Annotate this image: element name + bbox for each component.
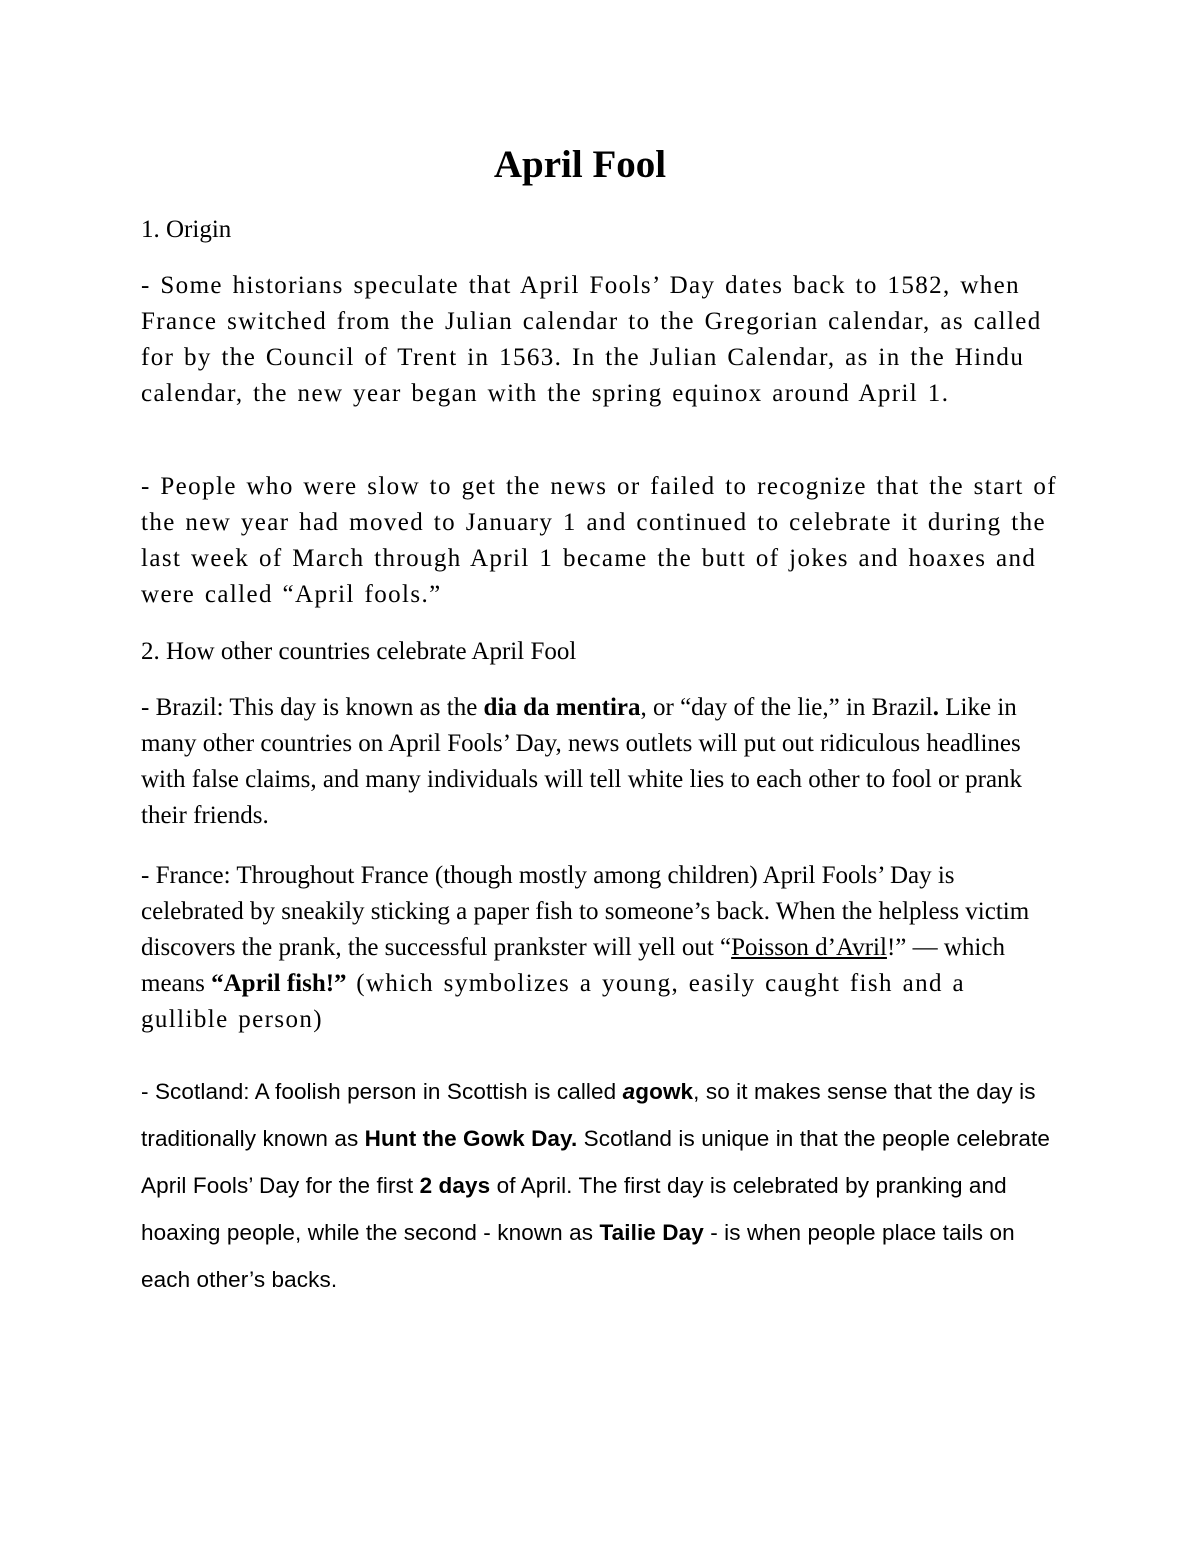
origin-paragraph-1: - Some historians speculate that April Fools’ Day dates back to 1582, when France switched from the Julian calendar to the Gregorian calendar, as called for by the Council of Trent in 1563. In the Julian Calendar, as in the Hindu calendar, the new year began with the spring equinox around April 1. (141, 272, 1042, 407)
france-meaning: “April fish!” (211, 970, 347, 997)
document-title: April Fool (493, 143, 667, 186)
brazil-lead: - Brazil: This day is known as the (141, 694, 484, 721)
scotland-part-2: , so it makes sense that the day is traditionally known as (141, 1079, 1036, 1151)
brazil-rest: Like in many other countries on April Fools’ Day, news outlets will put out ridiculous headlines with false claims, and many individuals will tell white lies to each other to fool or prank their friends. (141, 694, 1023, 829)
countries-heading: 2. How other countries celebrate April Fool (141, 638, 577, 665)
france-rest: (which symbolizes a young, easily caught fish and a gullible person) (141, 970, 966, 1033)
scotland-term-1b: gowk (635, 1079, 694, 1104)
scotland-term-1a: a (622, 1079, 636, 1104)
scotland-part-4: of April. The first day is celebrated by pranking and hoaxing people, while the second - known as (141, 1173, 1007, 1245)
france-after-phrase: !” — which means (141, 934, 1005, 997)
france-phrase: Poisson d’Avril (731, 934, 887, 961)
brazil-period: . (932, 694, 939, 721)
origin-paragraph-2: - People who were slow to get the news or failed to recognize that the start of the new year had moved to January 1 and continued to celebrate it during the last week of March through April 1 became the butt of jokes and hoaxes and were called “April fools.” (141, 473, 1057, 608)
origin-heading: 1. Origin (141, 216, 232, 243)
brazil-term: dia da mentira (483, 694, 641, 721)
scotland-paragraph (141, 1068, 1061, 1303)
france-lead: - France: Throughout France (though mostly among children) April Fools’ Day is celebrated by sneakily sticking a paper fish to someone’s back. When the helpless victim discovers the prank, the successful prankster will yell out “ (141, 862, 1030, 961)
scotland-term-2: Hunt the Gowk Day. (364, 1126, 578, 1151)
scotland-part-3: Scotland is unique in that the people celebrate April Fools’ Day for the first (141, 1126, 1050, 1198)
scotland-lead: - Scotland: A foolish person in Scottish is called (141, 1079, 623, 1104)
france-paragraph (141, 858, 1061, 1038)
scotland-term-3: 2 days (419, 1173, 491, 1198)
brazil-paragraph (141, 690, 1061, 834)
scotland-term-4: Tailie Day (599, 1220, 704, 1245)
scotland-part-5: - is when people place tails on each other’s backs. (141, 1220, 1015, 1292)
brazil-mid: , or “day of the lie,” in Brazil (640, 694, 933, 721)
